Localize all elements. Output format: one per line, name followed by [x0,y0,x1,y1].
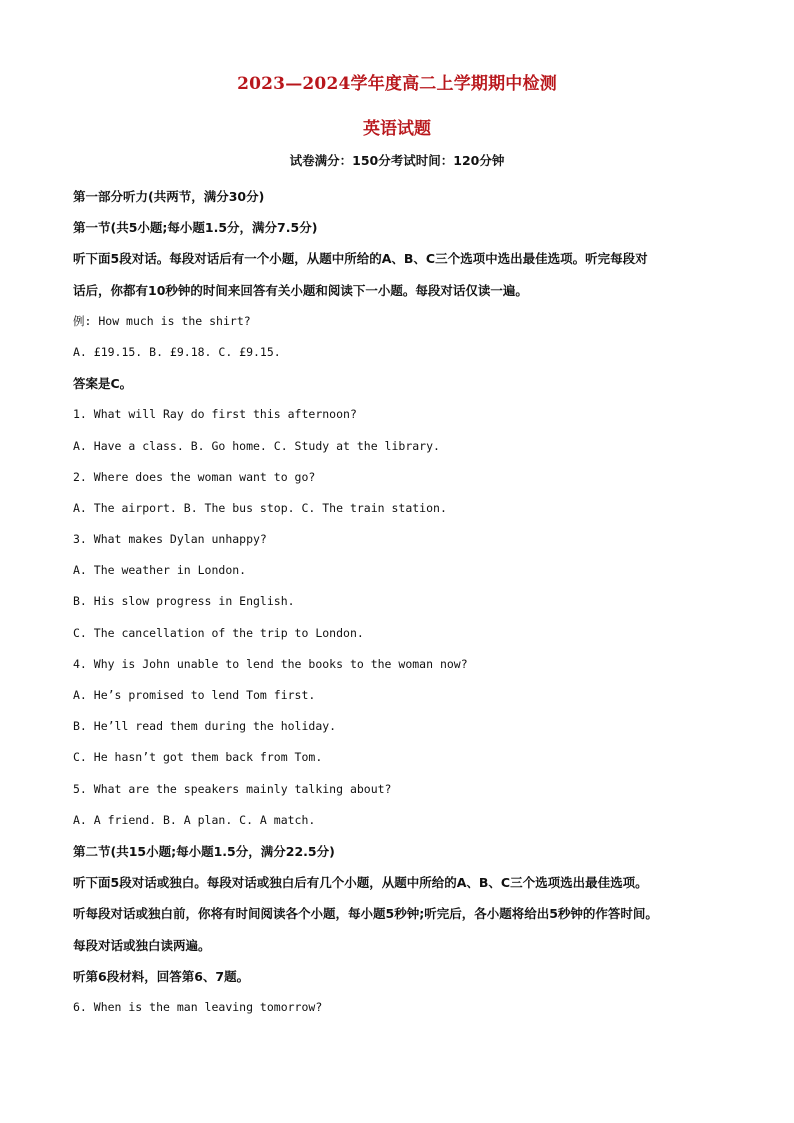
text-line: 听下面5段对话。每段对话后有一个小题，从题中所给的A、B、C三个选项中选出最佳选项。听完每段对 [73,251,648,267]
text-line: A. £19.15. B. £9.18. C. £9.15. [73,344,281,359]
text-line: 6. When is the man leaving tomorrow? [73,999,323,1014]
document-subtitle: 英语试题 [363,119,431,139]
text-line: 1. What will Ray do first this afternoon? [73,407,357,422]
text-line: 第二节(共15小题;每小题1.5分，满分22.5分) [73,843,335,859]
text-line: A. A friend. B. A plan. C. A match. [73,812,316,827]
text-line: C. The cancellation of the trip to London. [73,625,364,640]
text-line: 每段对话或独白读两遍。 [73,937,211,953]
text-line: A. Have a class. B. Go home. C. Study at the library. [73,438,440,453]
text-line: 第一部分听力(共两节，满分30分) [73,189,265,204]
text-line: 4. Why is John unable to lend the books to the woman now? [73,656,468,671]
text-line: A. He’s promised to lend Tom first. [73,688,316,702]
text-line: 第一节(共5小题;每小题1.5分，满分7.5分) [73,220,318,236]
text-line: C. He hasn’t got them back from Tom. [73,750,323,765]
text-line: B. His slow progress in English. [73,594,295,609]
text-line: A. The airport. B. The bus stop. C. The train station. [73,500,447,515]
text-line: 听每段对话或独白前，你将有时间阅读各个小题，每小题5秒钟;听完后，各小题将给出5秒钟的作答时间。 [73,906,658,922]
document-title: 2023—2024学年度高二上学期期中检测 [237,74,557,94]
text-line: 听下面5段对话或独白。每段对话或独白后有几个小题，从题中所给的A、B、C三个选项选出最佳选项。 [73,875,648,891]
text-line: B. He’ll read them during the holiday. [73,719,337,734]
text-line: 5. What are the speakers mainly talking about? [73,781,392,796]
text-line: 例: How much is the shirt? [73,313,251,328]
text-line: 答案是C。 [73,376,133,392]
text-line: 话后，你都有10秒钟的时间来回答有关小题和阅读下一小题。每段对话仅读一遍。 [73,282,528,298]
text-line: 听第6段材料，回答第6、7题。 [73,968,250,984]
text-line: A. The weather in London. [73,563,247,578]
exam-meta: 试卷满分：150分考试时间：120分钟 [289,153,505,168]
text-line: 2. Where does the woman want to go? [73,469,316,484]
document-body [73,181,733,1023]
text-line: 3. What makes Dylan unhappy? [73,532,267,547]
